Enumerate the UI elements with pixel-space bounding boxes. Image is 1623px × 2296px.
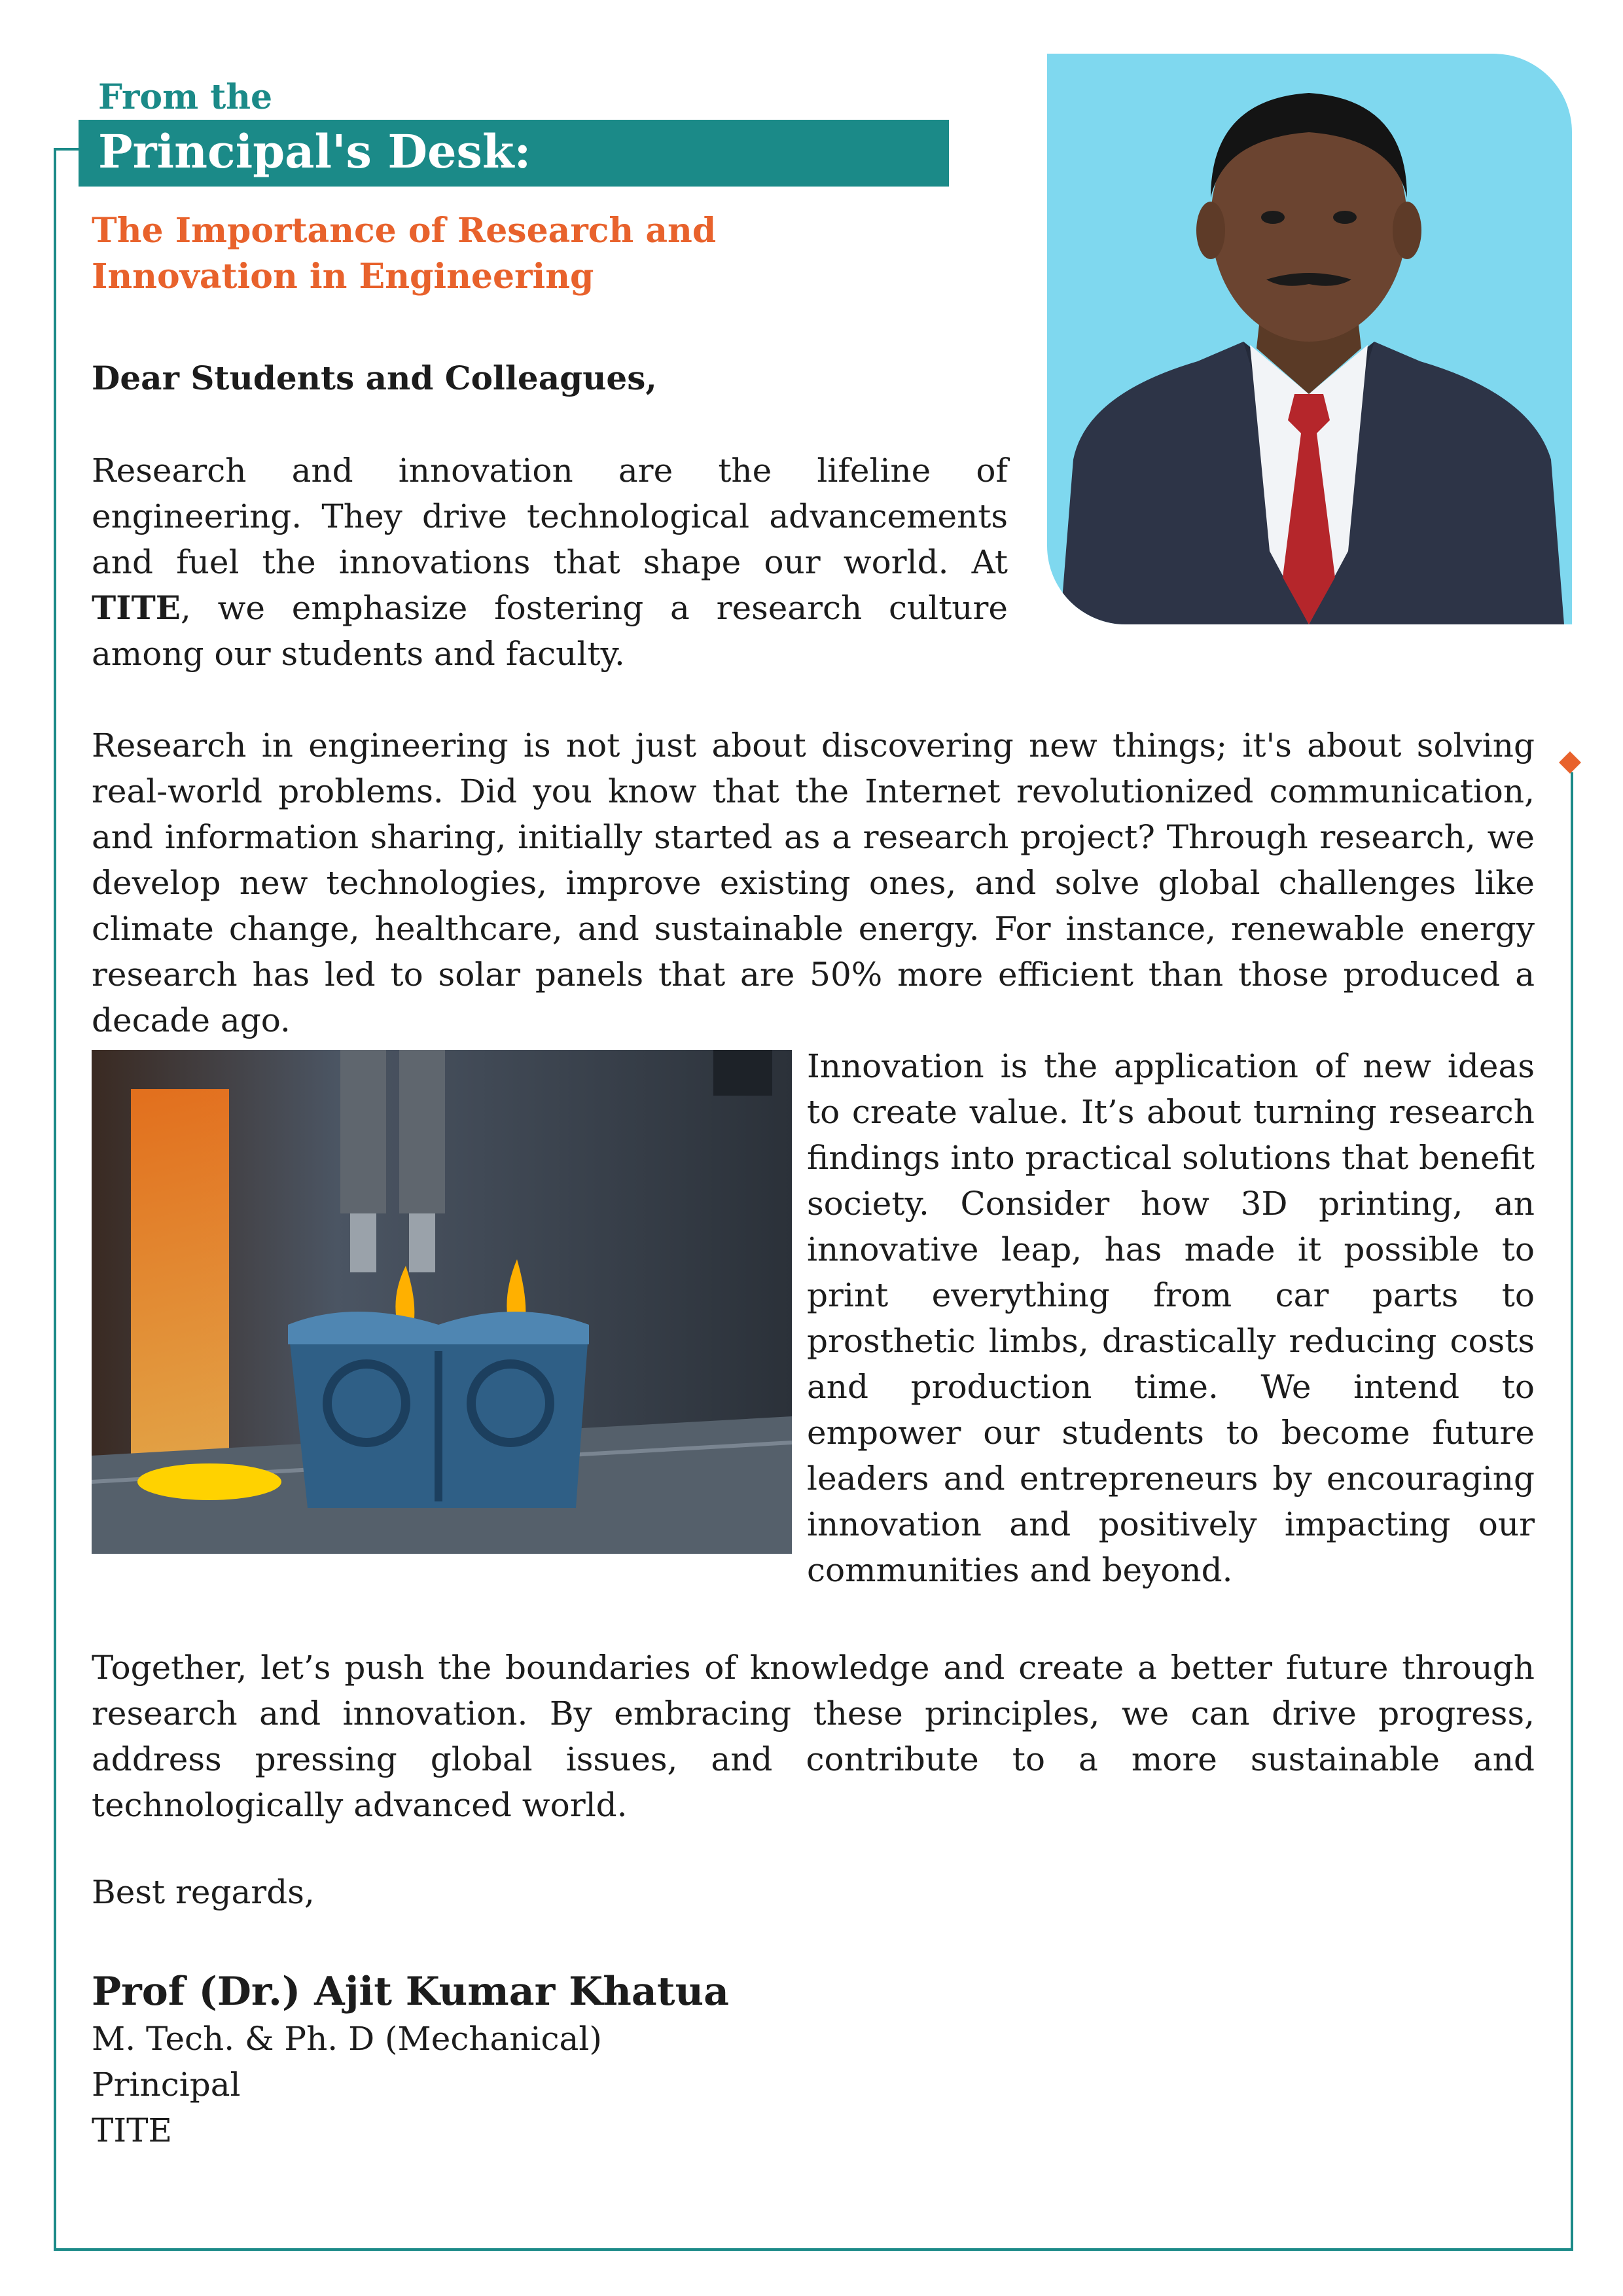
paragraph-2: Research in engineering is not just about discovering new things; it's about solving real-world problems. Did you know that the Internet revolutionized communication, and information sharing, initially started as a research project? Through research, we develop new technologies, improve existing ones, and solve global challenges like climate change, healthcare, and sustainable energy. For instance, renewable energy research has led to solar panels that are 50% more efficient than those produced a decade ago.: [92, 726, 1535, 1039]
signature-institution: TITE: [92, 2111, 172, 2149]
principal-portrait-photo: [1047, 54, 1572, 624]
page-title: Principal's Desk:: [98, 124, 531, 179]
institution-name-bold: TITE: [92, 588, 181, 627]
paragraph-1-text-a: Research and innovation are the lifeline of engineering. They drive technological advancements and fuel the innovations that shape our world. At: [92, 452, 1008, 581]
paragraph-1: [92, 448, 1008, 677]
subtitle-line-1: The Importance of Research and: [92, 211, 717, 251]
diamond-ornament-icon: [1559, 751, 1581, 774]
paragraph-4: Together, let’s push the boundaries of knowledge and create a better future through research and innovation. By embracing these principles, we can drive progress, address pressing global issues, and contribute to a more sustainable and technologically advanced world.: [92, 1649, 1535, 1824]
article-subtitle: [92, 208, 877, 300]
frame-top-tick: [54, 148, 79, 151]
3d-printing-photo: [92, 1050, 792, 1554]
paragraph-3: Innovation is the application of new ideas to create value. It’s about turning research findings into practical solutions that benefit society. Consider how 3D printing, an innovative leap, has made it possible to print everything from car parts to prosthetic limbs, drastically reducing costs and production time. We intend to empower our students to become future leaders and entrepreneurs by encouraging innovation and positively impacting our communities and beyond.: [807, 1047, 1535, 1589]
frame-bottom-border: [54, 2248, 1573, 2251]
frame-right-border: [1571, 772, 1573, 2251]
header-kicker: From the: [98, 77, 273, 117]
paragraph-1-text-b: , we emphasize fostering a research culture among our students and faculty.: [92, 589, 1008, 673]
closing-line: Best regards,: [92, 1873, 315, 1911]
frame-left-border: [54, 148, 56, 2251]
signature-name: Prof (Dr.) Ajit Kumar Khatua: [92, 1969, 729, 2015]
subtitle-line-2: Innovation in Engineering: [92, 257, 594, 296]
greeting: Dear Students and Colleagues,: [92, 359, 657, 397]
signature-qualification: M. Tech. & Ph. D (Mechanical): [92, 2020, 602, 2058]
signature-role: Principal: [92, 2066, 241, 2104]
